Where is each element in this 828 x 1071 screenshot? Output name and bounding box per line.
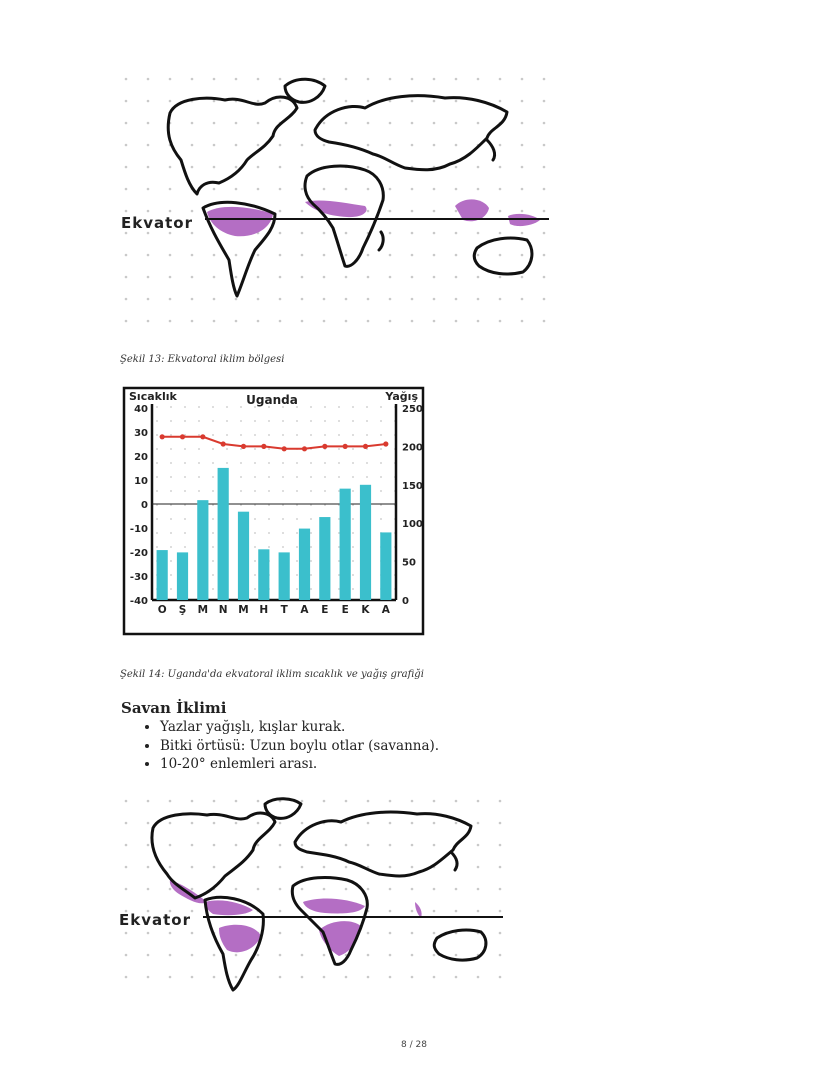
left-tick-label: 30 bbox=[134, 428, 148, 439]
temperature-point bbox=[221, 441, 226, 446]
savanna-bullet-list bbox=[143, 718, 439, 774]
temperature-point bbox=[160, 434, 165, 439]
temperature-point bbox=[180, 434, 185, 439]
list-item: • Bitki örtüsü: Uzun boylu otlar (savanna). bbox=[160, 737, 439, 756]
temperature-point bbox=[241, 444, 246, 449]
month-label: Ş bbox=[178, 604, 187, 616]
month-label: M bbox=[197, 604, 209, 616]
left-tick-label: 0 bbox=[141, 500, 148, 511]
month-label: T bbox=[280, 604, 288, 616]
temperature-point bbox=[282, 446, 287, 451]
left-tick-label: 10 bbox=[134, 476, 148, 487]
left-tick-label: 20 bbox=[134, 452, 148, 463]
month-label: O bbox=[157, 604, 167, 616]
right-tick-label: 200 bbox=[402, 442, 423, 454]
left-tick-label: -30 bbox=[129, 572, 148, 583]
precipitation-bar bbox=[258, 549, 269, 600]
month-label: M bbox=[238, 604, 249, 616]
left-tick-label: -20 bbox=[129, 548, 148, 559]
temperature-point bbox=[363, 444, 368, 449]
temperature-point bbox=[261, 444, 266, 449]
precipitation-bar bbox=[197, 500, 208, 600]
month-label: A bbox=[381, 604, 390, 616]
precipitation-bar bbox=[238, 512, 249, 600]
temperature-point bbox=[343, 444, 348, 449]
equatorial-climate-map bbox=[115, 68, 560, 328]
temperature-point bbox=[322, 444, 327, 449]
equator-label: Ekvator bbox=[121, 214, 193, 232]
month-label: A bbox=[300, 604, 309, 616]
precipitation-bar bbox=[380, 532, 391, 600]
precipitation-bar bbox=[340, 489, 351, 600]
month-label: N bbox=[218, 604, 228, 616]
page-number: 8 / 28 bbox=[401, 1040, 427, 1050]
month-label: E bbox=[341, 604, 349, 616]
left-tick-label: -40 bbox=[129, 596, 148, 607]
chart-left-axis-title: Sıcaklık bbox=[129, 390, 177, 403]
month-label: E bbox=[321, 604, 329, 616]
precipitation-bar bbox=[299, 529, 310, 600]
month-label: H bbox=[259, 604, 269, 616]
list-item: • 10-20° enlemleri arası. bbox=[160, 755, 439, 774]
section-title: Savan İklimi bbox=[121, 699, 227, 717]
savanna-climate-map bbox=[115, 790, 515, 995]
precipitation-bar bbox=[218, 468, 229, 600]
right-tick-label: 100 bbox=[402, 519, 423, 531]
equator-label: Ekvator bbox=[119, 911, 191, 929]
precipitation-bar bbox=[319, 517, 330, 600]
right-tick-label: 150 bbox=[402, 480, 423, 492]
month-label: K bbox=[361, 604, 370, 616]
list-item: • Yazlar yağışlı, kışlar kurak. bbox=[160, 718, 439, 737]
precipitation-bar bbox=[360, 485, 371, 600]
left-tick-label: 40 bbox=[134, 404, 148, 415]
precipitation-bar bbox=[177, 552, 188, 600]
precipitation-bar bbox=[279, 552, 290, 600]
right-tick-label: 0 bbox=[402, 596, 409, 607]
temperature-point bbox=[200, 434, 205, 439]
uganda-climate-chart bbox=[122, 386, 425, 636]
chart-right-axis-title: Yağış bbox=[385, 390, 418, 403]
right-tick-label: 250 bbox=[402, 404, 423, 415]
figure-13-caption: Şekil 13: Ekvatoral iklim bölgesi bbox=[120, 354, 285, 365]
precipitation-bar bbox=[157, 550, 168, 600]
temperature-point bbox=[383, 441, 388, 446]
chart-title: Uganda bbox=[246, 393, 298, 407]
left-tick-label: -10 bbox=[129, 524, 148, 535]
right-tick-label: 50 bbox=[402, 557, 416, 569]
temperature-point bbox=[302, 446, 307, 451]
figure-14-caption: Şekil 14: Uganda'da ekvatoral iklim sıcaklık ve yağış grafiği bbox=[120, 669, 424, 680]
